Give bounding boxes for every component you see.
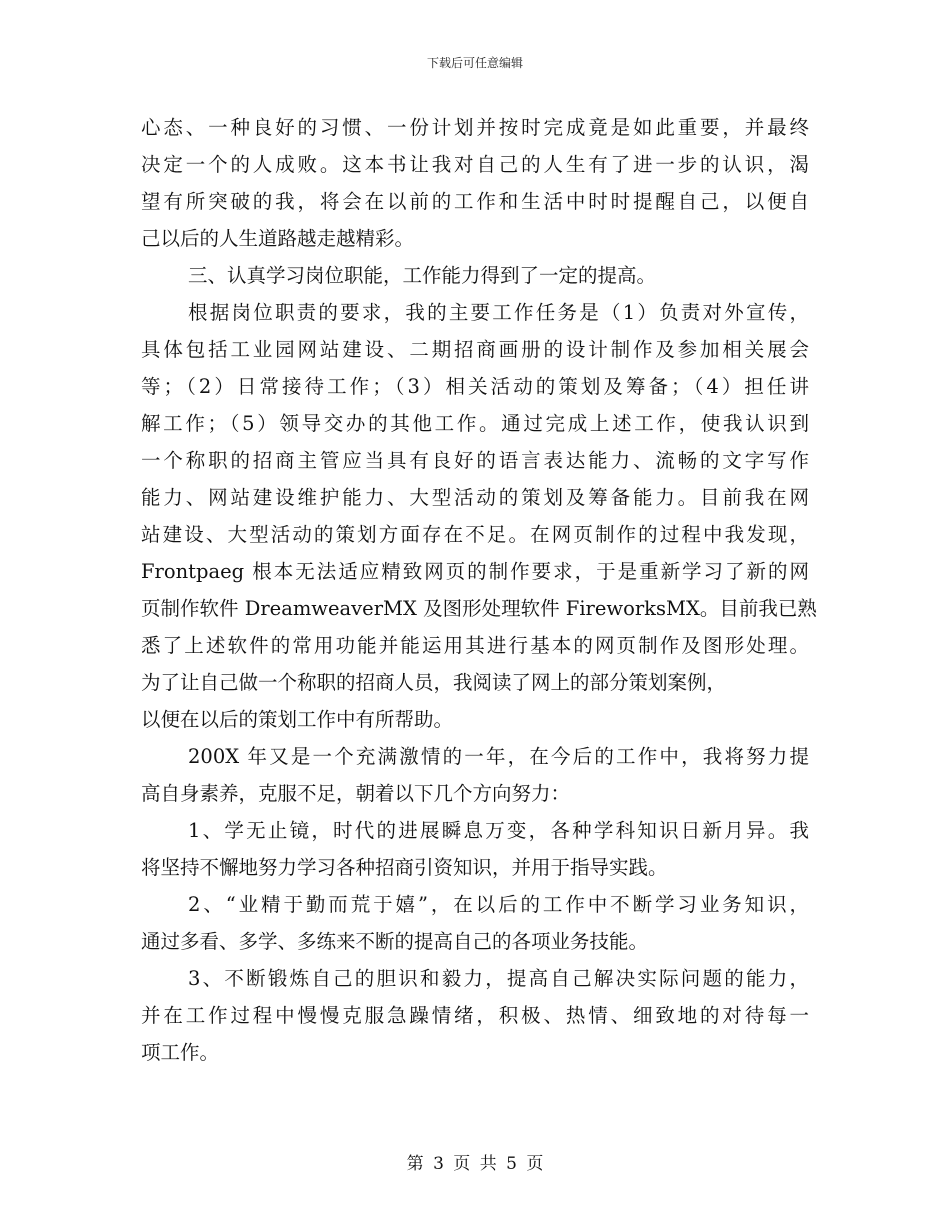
text-line: 项工作。 — [141, 1041, 220, 1064]
text-line: 具体包括工业园网站建设、二期招商画册的设计制作及参加相关展会 — [141, 338, 809, 361]
text-line: 为了让自己做一个称职的招商人员，我阅读了网上的部分策划案例， — [141, 671, 727, 694]
text-line: 决定一个的人成败。这本书让我对自己的人生有了进一步的认识，渴 — [141, 153, 809, 176]
text-line: 2、“业精于勤而荒于嬉”，在以后的工作中不断学习业务知识， — [188, 893, 809, 916]
text-line: 解工作；（5）领导交办的其他工作。通过完成上述工作，使我认识到 — [141, 412, 809, 435]
text-line: 将坚持不懈地努力学习各种招商引资知识，并用于指导实践。 — [141, 856, 668, 879]
document-body — [141, 109, 817, 1071]
text-line: 心态、一种良好的习惯、一份计划并按时完成竟是如此重要，并最终 — [141, 116, 809, 139]
text-line: 并在工作过程中慢慢克服急躁情绪，积极、热情、细致地的对待每一 — [141, 1004, 809, 1027]
text-line: 望有所突破的我，将会在以前的工作和生活中时时提醒自己，以便自 — [141, 190, 809, 213]
page-number: 第 3 页 共 5 页 — [406, 1154, 544, 1174]
text-line: 己以后的人生道路越走越精彩。 — [141, 227, 415, 250]
page-header: 下载后可任意编辑 — [426, 56, 523, 70]
text-line: 1、学无止镜，时代的进展瞬息万变，各种学科知识日新月异。我 — [188, 819, 809, 842]
text-line: 以便在以后的策划工作中有所帮助。 — [141, 708, 454, 731]
text-line: 悉了上述软件的常用功能并能运用其进行基本的网页制作及图形处理。 — [141, 634, 809, 657]
text-line: 能力、网站建设维护能力、大型活动的策划及筹备能力。目前我在网 — [141, 486, 809, 509]
text-line: 3、不断锻炼自己的胆识和毅力，提高自己解决实际问题的能力， — [188, 967, 809, 990]
text-line: Frontpaeg 根本无法适应精致网页的制作要求，于是重新学习了新的网 — [141, 560, 809, 583]
text-line: 等；（2）日常接待工作；（3）相关活动的策划及筹备；（4）担任讲 — [141, 375, 809, 398]
text-line: 三、认真学习岗位职能，工作能力得到了一定的提高。 — [188, 264, 657, 287]
text-line: 页制作软件 DreamweaverMX 及图形处理软件 FireworksMX。目前我已熟 — [141, 597, 817, 620]
text-line: 200X 年又是一个充满激情的一年，在今后的工作中，我将努力提 — [188, 745, 809, 768]
text-line: 根据岗位职责的要求，我的主要工作任务是（1）负责对外宣传， — [188, 301, 809, 324]
text-line: 站建设、大型活动的策划方面存在不足。在网页制作的过程中我发现， — [141, 523, 809, 546]
text-line: 高自身素养，克服不足，朝着以下几个方向努力： — [141, 782, 571, 805]
text-line: 通过多看、多学、多练来不断的提高自己的各项业务技能。 — [141, 930, 649, 953]
text-line: 一个称职的招商主管应当具有良好的语言表达能力、流畅的文字写作 — [141, 449, 809, 472]
